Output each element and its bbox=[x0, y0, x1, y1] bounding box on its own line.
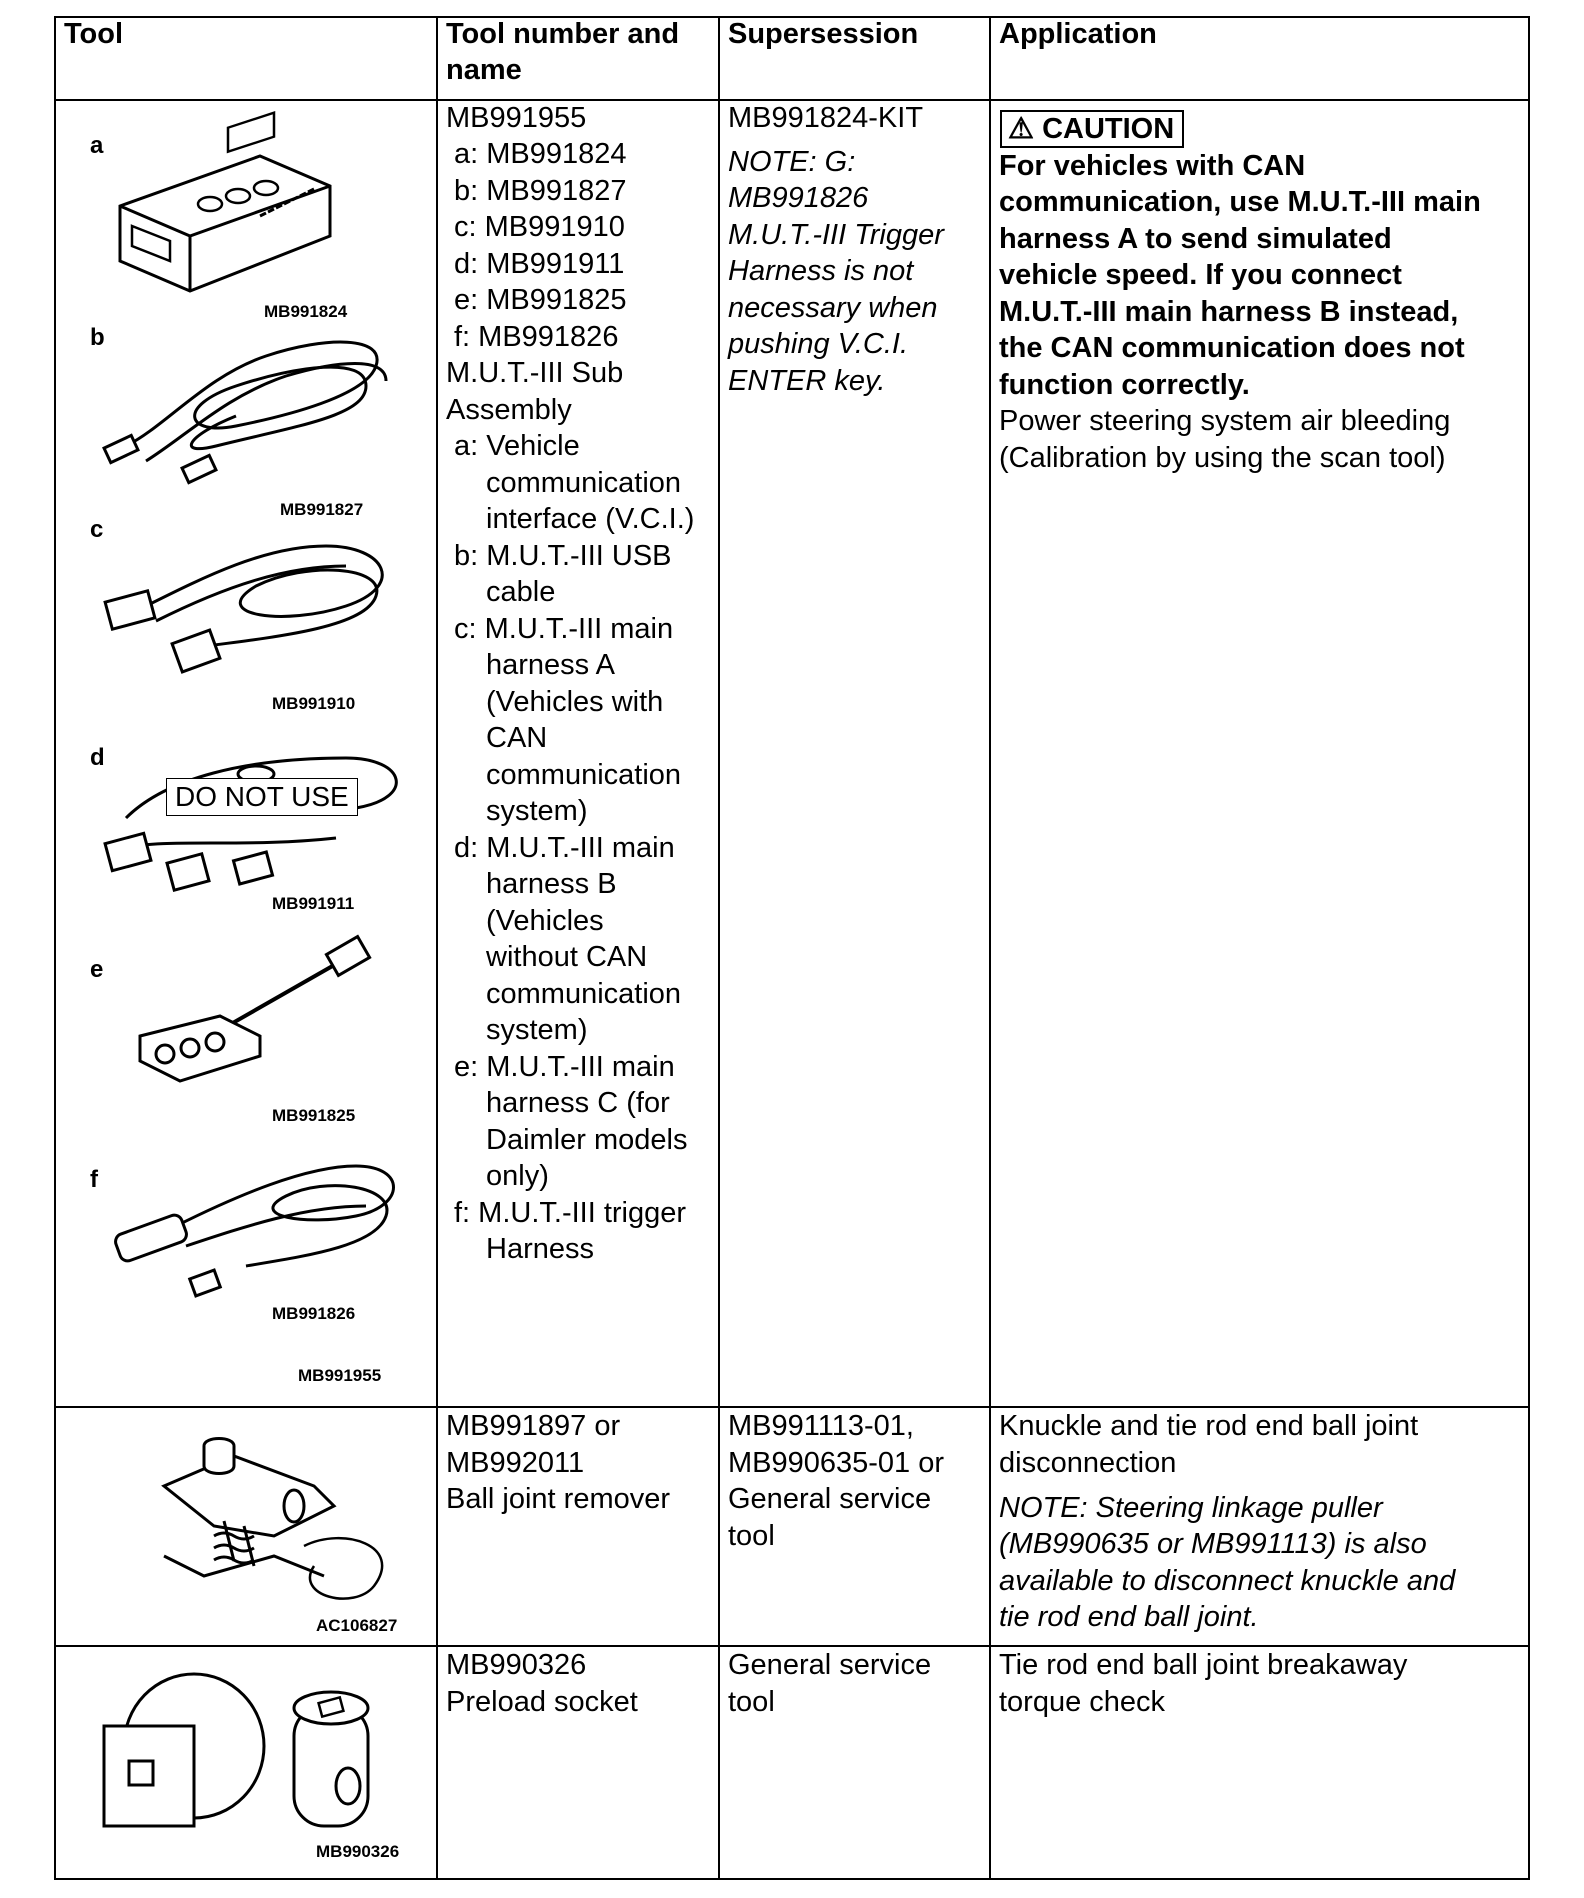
row1-supersession-note-3: M.U.T.-III Trigger bbox=[728, 219, 944, 251]
row2-application-2: disconnection bbox=[999, 1447, 1177, 1479]
caution-line-3: harness A to send simulated bbox=[999, 223, 1392, 255]
row2-note-2: (MB990635 or MB991113) is also bbox=[999, 1528, 1427, 1560]
row3-supersession-1: General service bbox=[728, 1649, 932, 1681]
preload-socket-illustration bbox=[84, 1666, 404, 1856]
row1-supersession-note-5: necessary when bbox=[728, 292, 938, 324]
caution-line-4: vehicle speed. If you connect bbox=[999, 259, 1402, 291]
tool-letter-a: a bbox=[90, 132, 104, 159]
trigger-harness-illustration bbox=[86, 1146, 406, 1316]
row1-desc-d1: d: M.U.T.-III main bbox=[454, 832, 675, 864]
row1-desc-c6: system) bbox=[486, 795, 588, 827]
caution-text: CAUTION bbox=[1042, 113, 1175, 145]
header-tool-number-line2: name bbox=[446, 54, 522, 86]
caution-line-2: communication, use M.U.T.-III main bbox=[999, 186, 1481, 218]
row3-tool-name: Preload socket bbox=[446, 1686, 638, 1718]
row1-desc-a3: interface (V.C.I.) bbox=[486, 503, 695, 535]
row1-desc-f1: f: M.U.T.-III trigger bbox=[454, 1197, 687, 1229]
tool-code-mb991826: MB991826 bbox=[272, 1304, 356, 1323]
row1-subpart-e: e: MB991825 bbox=[454, 284, 627, 316]
table-border-left bbox=[54, 16, 56, 1880]
header-tool: Tool bbox=[64, 18, 124, 50]
row1-supersession-note-1: NOTE: G: bbox=[728, 146, 856, 178]
vci-unit-illustration bbox=[110, 126, 340, 296]
row1-desc-e1: e: M.U.T.-III main bbox=[454, 1051, 675, 1083]
table-border-right bbox=[1528, 16, 1530, 1880]
tool-code-mb991824: MB991824 bbox=[264, 302, 348, 321]
column-divider-3 bbox=[989, 16, 991, 1880]
row1-supersession-note-4: Harness is not bbox=[728, 255, 914, 287]
column-divider-1 bbox=[436, 16, 438, 1880]
row1-desc-a2: communication bbox=[486, 467, 682, 499]
row1-desc-e4: only) bbox=[486, 1160, 549, 1192]
tool-code-mb991827: MB991827 bbox=[280, 500, 364, 519]
row2-supersession-2: MB990635-01 or bbox=[728, 1447, 945, 1479]
row1-desc-b2: cable bbox=[486, 576, 556, 608]
header-application: Application bbox=[999, 18, 1157, 50]
row2-application-1: Knuckle and tie rod end ball joint bbox=[999, 1410, 1419, 1442]
row1-desc-d2: harness B bbox=[486, 868, 617, 900]
table-border-bottom bbox=[54, 1878, 1530, 1880]
tool-letter-d: d bbox=[90, 744, 105, 771]
special-tools-table bbox=[54, 16, 1530, 1880]
caution-line-1: For vehicles with CAN bbox=[999, 150, 1306, 182]
row1-desc-c2: harness A bbox=[486, 649, 615, 681]
harness-a-illustration bbox=[86, 526, 406, 696]
row1-desc-d6: system) bbox=[486, 1014, 588, 1046]
ball-joint-remover-illustration bbox=[144, 1426, 404, 1616]
tool-code-mb991910: MB991910 bbox=[272, 694, 356, 713]
row1-subpart-c: c: MB991910 bbox=[454, 211, 625, 243]
header-tool-number-line1: Tool number and bbox=[446, 18, 680, 50]
do-not-use-label: DO NOT USE bbox=[166, 778, 358, 816]
row3-tool-number: MB990326 bbox=[446, 1649, 587, 1681]
row2-supersession-4: tool bbox=[728, 1520, 775, 1552]
row1-name-line2: Assembly bbox=[446, 394, 572, 426]
harness-c-illustration bbox=[110, 936, 390, 1106]
tool-code-mb990326: MB990326 bbox=[316, 1842, 400, 1861]
row3-application-1: Tie rod end ball joint breakaway bbox=[999, 1649, 1408, 1681]
tool-code-mb991955: MB991955 bbox=[298, 1366, 382, 1385]
row1-subpart-b: b: MB991827 bbox=[454, 175, 627, 207]
row1-tool-number-main: MB991955 bbox=[446, 102, 587, 134]
caution-line-6: the CAN communication does not bbox=[999, 332, 1465, 364]
row1-desc-c5: communication bbox=[486, 759, 682, 791]
row1-subpart-a: a: MB991824 bbox=[454, 138, 627, 170]
row1-supersession-note-7: ENTER key. bbox=[728, 365, 886, 397]
row2-tool-number-2: MB992011 bbox=[446, 1447, 585, 1479]
row1-desc-e2: harness C (for bbox=[486, 1087, 670, 1119]
row3-supersession-2: tool bbox=[728, 1686, 775, 1718]
row1-desc-e3: Daimler models bbox=[486, 1124, 688, 1156]
harness-b-illustration bbox=[86, 738, 406, 908]
tool-letter-f: f bbox=[90, 1166, 98, 1193]
row2-supersession-3: General service bbox=[728, 1483, 932, 1515]
row1-desc-a1: a: Vehicle bbox=[454, 430, 580, 462]
row1-name-line1: M.U.T.-III Sub bbox=[446, 357, 624, 389]
row2-note-4: tie rod end ball joint. bbox=[999, 1601, 1259, 1633]
row1-desc-d3: (Vehicles bbox=[486, 905, 604, 937]
row2-tool-name: Ball joint remover bbox=[446, 1483, 671, 1515]
row1-desc-b1: b: M.U.T.-III USB bbox=[454, 540, 672, 572]
row3-application-2: torque check bbox=[999, 1686, 1166, 1718]
row1-desc-d5: communication bbox=[486, 978, 682, 1010]
row2-note-3: available to disconnect knuckle and bbox=[999, 1565, 1456, 1597]
row1-desc-c3: (Vehicles with bbox=[486, 686, 664, 718]
row1-application-2: (Calibration by using the scan tool) bbox=[999, 442, 1446, 474]
caution-line-7: function correctly. bbox=[999, 369, 1250, 401]
row1-supersession-note-6: pushing V.C.I. bbox=[728, 328, 909, 360]
row1-application-1: Power steering system air bleeding bbox=[999, 405, 1451, 437]
tool-code-mb991911: MB991911 bbox=[272, 894, 355, 913]
row2-supersession-1: MB991113-01, bbox=[728, 1410, 914, 1442]
row2-note-1: NOTE: Steering linkage puller bbox=[999, 1492, 1383, 1524]
caution-line-5: M.U.T.-III main harness B instead, bbox=[999, 296, 1459, 328]
header-supersession: Supersession bbox=[728, 18, 919, 50]
tool-letter-e: e bbox=[90, 956, 104, 983]
tool-letter-c: c bbox=[90, 516, 104, 543]
row1-supersession: MB991824-KIT bbox=[728, 102, 924, 134]
column-divider-2 bbox=[718, 16, 720, 1880]
tool-letter-b: b bbox=[90, 324, 105, 351]
row1-desc-c4: CAN bbox=[486, 722, 548, 754]
row1-subpart-f: f: MB991826 bbox=[454, 321, 619, 353]
row1-desc-f2: Harness bbox=[486, 1233, 594, 1265]
row1-desc-d4: without CAN bbox=[486, 941, 648, 973]
row1-subpart-d: d: MB991911 bbox=[454, 248, 625, 280]
usb-cable-illustration bbox=[86, 316, 406, 486]
tool-code-mb991825: MB991825 bbox=[272, 1106, 356, 1125]
warning-triangle-icon: ⚠ bbox=[1008, 113, 1034, 145]
caution-label bbox=[1000, 110, 1184, 148]
tool-code-ac106827: AC106827 bbox=[316, 1616, 398, 1635]
row1-desc-c1: c: M.U.T.-III main bbox=[454, 613, 674, 645]
row1-supersession-note-2: MB991826 bbox=[728, 182, 869, 214]
row2-tool-number-1: MB991897 or bbox=[446, 1410, 621, 1442]
